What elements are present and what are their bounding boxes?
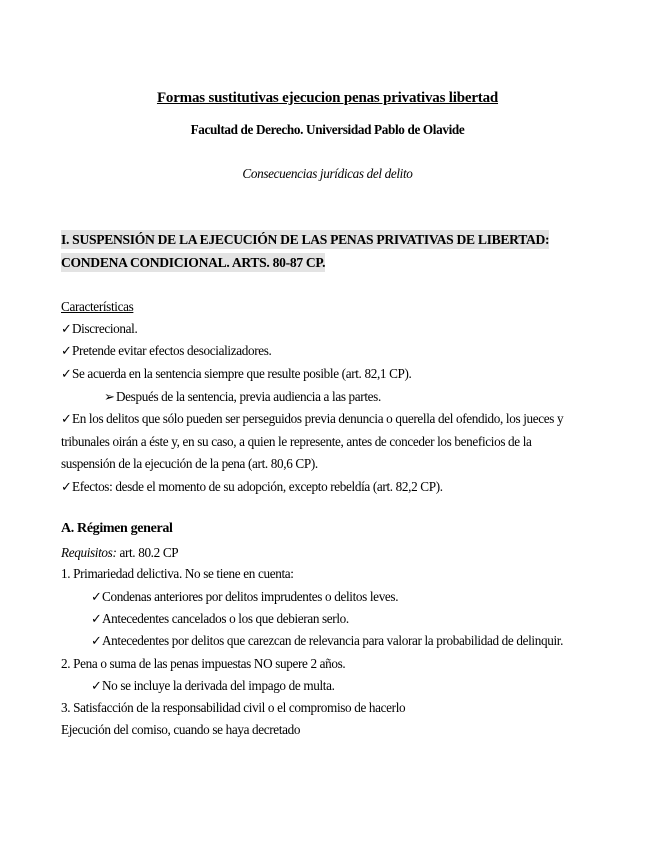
check-icon: ✓ [61, 366, 72, 381]
requisitos-label: Requisitos: [61, 545, 117, 560]
numbered-item: 1. Primariedad delictiva. No se tiene en cuenta: [61, 566, 294, 581]
caracteristicas-label: Características [61, 299, 134, 314]
requisitos-line [61, 545, 178, 561]
paragraph-line: Ejecución del comiso, cuando se haya decretado [61, 722, 301, 737]
list-subitem: ✓Condenas anteriores por delitos imprudentes o delitos leves. [91, 589, 399, 604]
numbered-item: 3. Satisfacción de la responsabilidad civil o el compromiso de hacerlo [61, 700, 406, 715]
section-1-heading-line1: I. SUSPENSIÓN DE LA EJECUCIÓN DE LAS PENAS PRIVATIVAS DE LIBERTAD: [61, 232, 550, 247]
check-icon: ✓ [91, 611, 102, 626]
requisitos-value: art. 80.2 CP [116, 545, 179, 560]
check-icon: ✓ [61, 321, 72, 336]
faculty-subtitle: Facultad de Derecho. Universidad Pablo de Olavide [190, 122, 465, 137]
section-a-heading: A. Régimen general [61, 521, 173, 536]
document-title: Formas sustitutivas ejecucion penas privativas libertad [156, 90, 499, 106]
list-subitem: ✓No se incluye la derivada del impago de multa. [91, 678, 335, 693]
list-subitem: ✓Antecedentes por delitos que carezcan de relevancia para valorar la probabilidad de delinquir. [91, 633, 564, 648]
numbered-item: 2. Pena o suma de las penas impuestas NO supere 2 años. [61, 656, 346, 671]
list-item: ✓Discrecional. [61, 321, 138, 336]
check-icon: ✓ [91, 589, 102, 604]
list-subitem: ✓Antecedentes cancelados o los que debieran serlo. [91, 611, 349, 626]
list-item: ✓Efectos: desde el momento de su adopción, excepto rebeldía (art. 82,2 CP). [61, 479, 443, 494]
list-item: ✓Se acuerda en la sentencia siempre que resulte posible (art. 82,1 CP). [61, 366, 412, 381]
check-icon: ✓ [91, 678, 102, 693]
section-1-heading-cont [61, 255, 325, 271]
section-1-heading [61, 232, 549, 248]
check-icon: ✓ [61, 411, 72, 426]
list-item-cont: suspensión de la ejecución de la pena (art. 80,6 CP). [61, 456, 318, 471]
list-item-cont: tribunales oirán a éste y, en su caso, a quien le represente, antes de conceder los beneficios de la [61, 434, 532, 449]
arrow-right-icon: ➢ [104, 389, 115, 404]
list-item: ✓Pretende evitar efectos desocializadores. [61, 343, 272, 358]
list-subitem: ➢Después de la sentencia, previa audiencia a las partes. [104, 389, 381, 404]
check-icon: ✓ [61, 343, 72, 358]
section-1-heading-line2: CONDENA CONDICIONAL. ARTS. 80-87 CP. [61, 255, 326, 270]
list-item: ✓En los delitos que sólo pueden ser perseguidos previa denuncia o querella del ofendido, los jueces y [61, 411, 564, 426]
course-name: Consecuencias jurídicas del delito [242, 166, 413, 181]
check-icon: ✓ [61, 479, 72, 494]
check-icon: ✓ [91, 633, 102, 648]
